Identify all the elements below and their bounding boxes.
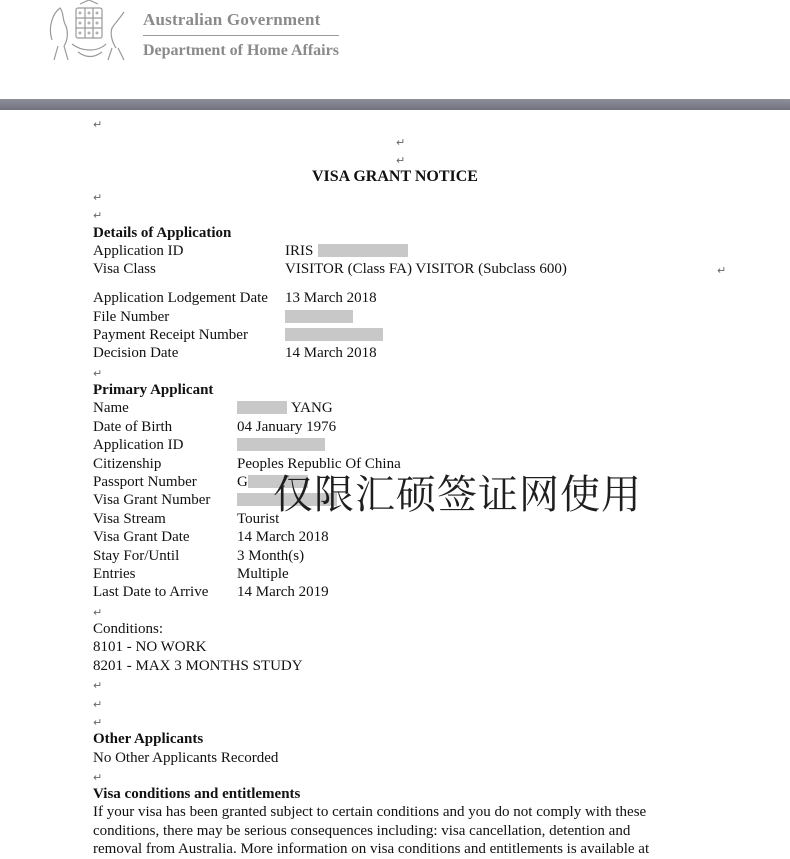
document-title: VISA GRANT NOTICE <box>312 168 478 185</box>
stay-value: 3 Month(s) <box>237 548 305 564</box>
condition-item: 8201 - MAX 3 MONTHS STUDY <box>93 658 303 674</box>
section-heading-entitlements: Visa conditions and entitlements <box>93 786 301 802</box>
entitlements-line: If your visa has been granted subject to certain conditions and you do not comply with these <box>93 804 647 820</box>
field-label: Stay For/Until <box>93 548 180 564</box>
passport-number-value: G <box>237 474 248 490</box>
citizenship-value: Peoples Republic Of China <box>237 456 401 472</box>
redaction-block <box>285 328 383 341</box>
field-label: Passport Number <box>93 474 197 490</box>
paragraph-mark: ↵ <box>93 771 103 784</box>
paragraph-mark: ↵ <box>93 606 103 619</box>
redaction-block <box>285 310 353 323</box>
header-divider <box>143 35 339 36</box>
field-label: Citizenship <box>93 456 162 472</box>
paragraph-mark: ↵ <box>93 191 103 204</box>
government-name: Australian Government <box>143 10 321 29</box>
paragraph-mark: ↵ <box>93 716 103 729</box>
field-label: Visa Grant Number <box>93 492 211 508</box>
header-band <box>0 99 790 110</box>
decision-date-value: 14 March 2018 <box>285 345 377 361</box>
watermark-text: 仅限汇硕签证网使用 <box>273 472 642 518</box>
redaction-block <box>237 438 325 451</box>
field-label: Application ID <box>93 437 184 453</box>
paragraph-mark: ↵ <box>93 209 103 222</box>
field-label: Visa Stream <box>93 511 166 527</box>
field-label: Visa Grant Date <box>93 529 190 545</box>
field-label: Decision Date <box>93 345 179 361</box>
paragraph-mark: ↵ <box>93 367 103 380</box>
entitlements-line: conditions, there may be serious consequences including: visa cancellation, detention and <box>93 822 631 839</box>
field-label: Visa Class <box>93 261 156 277</box>
section-heading-application: Details of Application <box>93 225 232 241</box>
last-date-to-arrive-value: 14 March 2019 <box>237 584 329 600</box>
department-name: Department of Home Affairs <box>143 42 339 59</box>
paragraph-mark: ↵ <box>93 118 103 131</box>
redaction-block <box>318 244 408 257</box>
field-label: Entries <box>93 566 136 582</box>
lodgement-date-value: 13 March 2018 <box>285 290 377 306</box>
section-heading-primary: Primary Applicant <box>93 382 214 398</box>
other-applicants-text: No Other Applicants Recorded <box>93 750 279 766</box>
field-label: File Number <box>93 309 170 325</box>
visa-stream-value: Tourist <box>237 511 280 527</box>
date-of-birth-value: 04 January 1976 <box>237 419 337 435</box>
field-label: Last Date to Arrive <box>93 584 209 600</box>
paragraph-mark: ↵ <box>717 264 727 277</box>
visa-grant-date-value: 14 March 2018 <box>237 529 329 545</box>
condition-item: 8101 - NO WORK <box>93 639 207 655</box>
entries-value: Multiple <box>237 566 289 582</box>
redaction-block <box>237 401 287 414</box>
field-label: Application ID <box>93 243 184 259</box>
visa-class-value: VISITOR (Class FA) VISITOR (Subclass 600) <box>285 261 567 277</box>
conditions-label: Conditions: <box>93 621 164 637</box>
field-label: Date of Birth <box>93 419 173 435</box>
application-id-value: IRIS <box>285 243 314 259</box>
name-value: YANG <box>291 400 333 416</box>
section-heading-other: Other Applicants <box>93 731 204 747</box>
paragraph-mark: ↵ <box>93 679 103 692</box>
field-label: Payment Receipt Number <box>93 327 248 343</box>
letterhead <box>0 0 790 98</box>
entitlements-paragraph <box>93 803 703 859</box>
field-label: Name <box>93 400 129 416</box>
paragraph-mark: ↵ <box>93 698 103 711</box>
paragraph-mark: ↵ <box>396 154 406 167</box>
entitlements-line: removal from Australia. More information on visa conditions and entitlements is available at <box>93 841 650 857</box>
field-label: Application Lodgement Date <box>93 290 268 306</box>
paragraph-mark: ↵ <box>396 136 406 149</box>
coat-of-arms-icon <box>42 0 134 62</box>
